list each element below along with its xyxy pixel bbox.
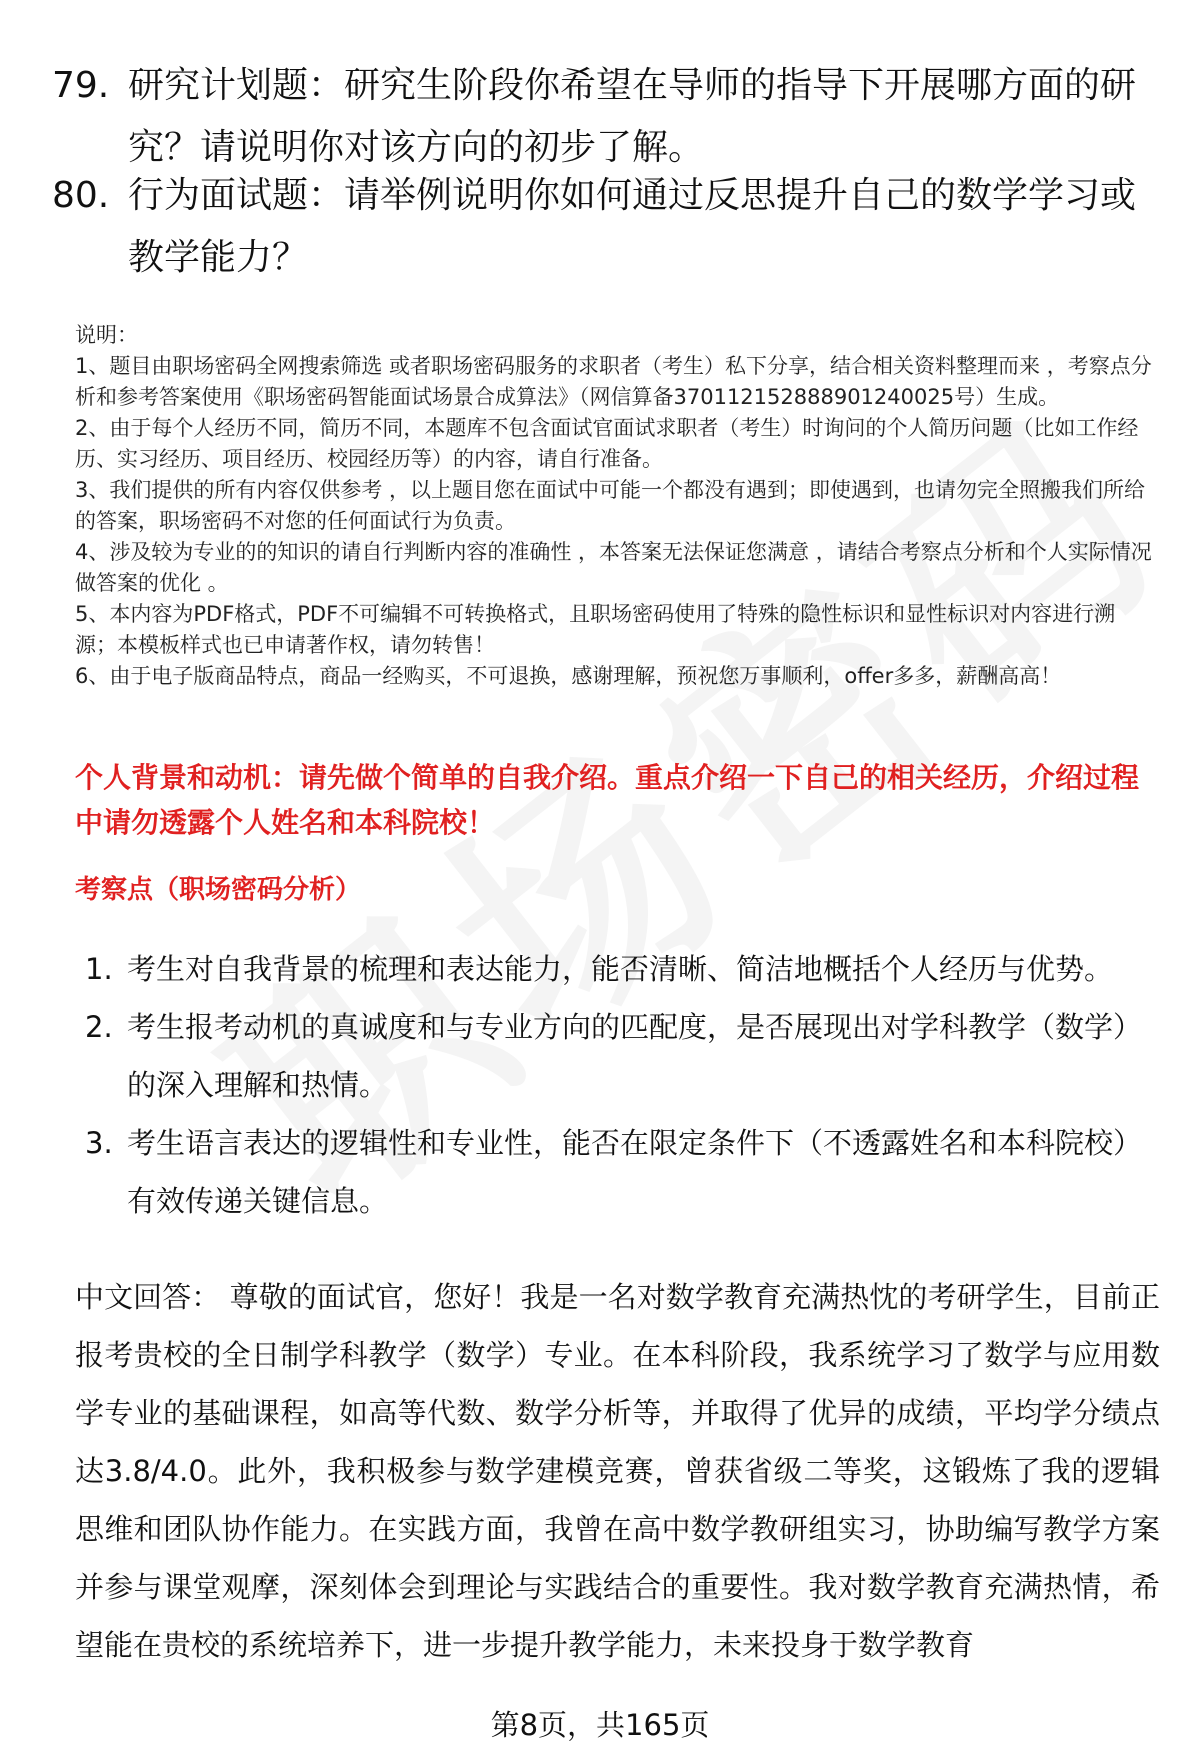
analysis-point bbox=[85, 998, 1155, 1114]
point-number: 2. bbox=[85, 1010, 113, 1044]
notes-section bbox=[75, 320, 1155, 692]
point-text: 考生语言表达的逻辑性和专业性，能否在限定条件下（不透露姓名和本科院校）有效传递关键信息。 bbox=[127, 1126, 1143, 1218]
note-item: 1、题目由职场密码全网搜索筛选 或者职场密码服务的求职者（考生）私下分享，结合相关资料整理而来 ，考察点分析和参考答案使用《职场密码智能面试场景合成算法》（网信算备370112152888901240025号）生成。 bbox=[75, 354, 1152, 409]
current-question: 个人背景和动机：请先做个简单的自我介绍。重点介绍一下自己的相关经历，介绍过程中请勿透露个人姓名和本科院校！ bbox=[75, 761, 1140, 839]
question-79 bbox=[52, 55, 1142, 179]
answer-paragraph: 中文回答： 尊敬的面试官，您好！我是一名对数学教育充满热忱的考研学生，目前正报考贵校的全日制学科教学（数学）专业。在本科阶段，我系统学习了数学与应用数学专业的基础课程，如高等代数、数学分析等，并取得了优异的成绩，平均学分绩点达3.8/4.0。此外，我积极参与数学建模竞赛，曾获省级二等奖，这锻炼了我的逻辑思维和团队协作能力。在实践方面，我曾在高中数学教研组实习，协助编写教学方案并参与课堂观摩，深刻体会到理论与实践结合的重要性。我对数学教育充满热情，希望能在贵校的系统培养下，进一步提升教学能力，未来投身于数学教育 bbox=[75, 1280, 1160, 1662]
notes-title: 说明： bbox=[75, 323, 138, 347]
note-item: 3、我们提供的所有内容仅供参考 ，以上题目您在面试中可能一个都没有遇到；即使遇到，也请勿完全照搬我们所给的答案，职场密码不对您的任何面试行为负责。 bbox=[75, 478, 1146, 533]
question-text: 研究计划题：研究生阶段你希望在导师的指导下开展哪方面的研究？请说明你对该方向的初步了解。 bbox=[128, 65, 1137, 168]
point-text: 考生报考动机的真诚度和与专业方向的匹配度，是否展现出对学科教学（数学）的深入理解和热情。 bbox=[127, 1010, 1143, 1102]
note-item: 5、本内容为PDF格式，PDF不可编辑不可转换格式，且职场密码使用了特殊的隐性标识和显性标识对内容进行溯源；本模板样式也已申请著作权，请勿转售！ bbox=[75, 602, 1116, 657]
analysis-point bbox=[85, 1114, 1155, 1230]
question-80 bbox=[52, 165, 1142, 289]
note-item: 4、涉及较为专业的的知识的请自行判断内容的准确性 ，本答案无法保证您满意 ，请结合考察点分析和个人实际情况做答案的优化 。 bbox=[75, 540, 1152, 595]
question-number: 80. bbox=[52, 175, 110, 216]
point-text: 考生对自我背景的梳理和表达能力，能否清晰、简洁地概括个人经历与优势。 bbox=[127, 952, 1114, 986]
question-number: 79. bbox=[52, 65, 110, 106]
page-footer: 第8页，共165页 bbox=[490, 1708, 710, 1742]
analysis-heading: 考察点（职场密码分析） bbox=[75, 875, 362, 905]
point-number: 1. bbox=[85, 952, 113, 986]
analysis-points bbox=[85, 940, 1155, 1230]
question-text: 行为面试题：请举例说明你如何通过反思提升自己的数学学习或教学能力？ bbox=[128, 175, 1137, 278]
note-item: 6、由于电子版商品特点，商品一经购买，不可退换，感谢理解，预祝您万事顺利，offer多多，薪酬高高！ bbox=[75, 664, 1062, 688]
analysis-point bbox=[85, 940, 1155, 998]
point-number: 3. bbox=[85, 1126, 113, 1160]
note-item: 2、由于每个人经历不同，简历不同，本题库不包含面试官面试求职者（考生）时询问的个人简历问题（比如工作经历、实习经历、项目经历、校园经历等）的内容，请自行准备。 bbox=[75, 416, 1139, 471]
